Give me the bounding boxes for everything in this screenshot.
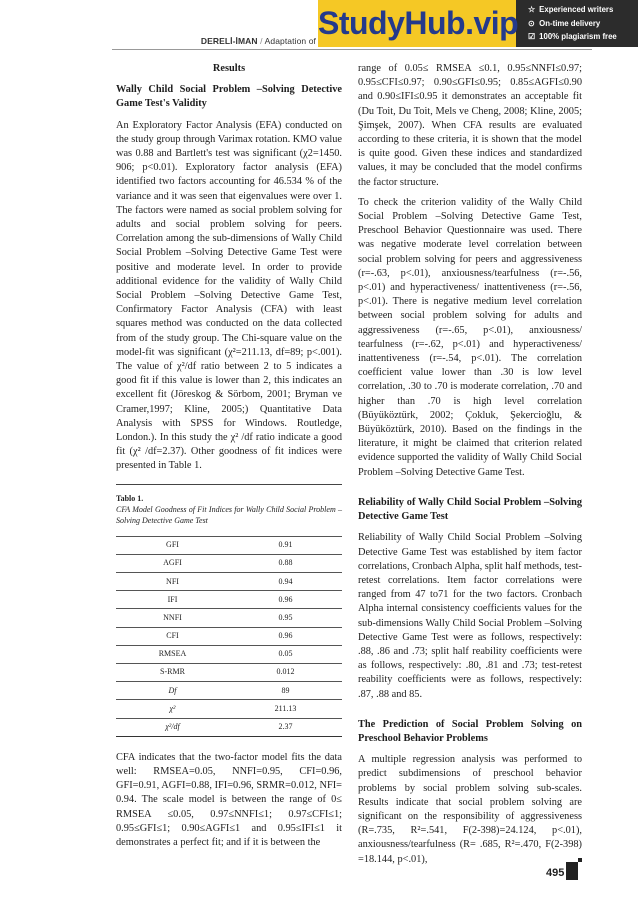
page-number: 495 xyxy=(546,867,565,879)
fit-index-value: 0.88 xyxy=(229,554,342,572)
fit-index-value: 0.91 xyxy=(229,536,342,554)
running-head-title: Adaptation of xyxy=(264,36,316,46)
fit-index-value: 0.012 xyxy=(229,664,342,682)
table-row xyxy=(116,554,342,572)
banner-features xyxy=(528,3,638,44)
subsection-title-validity: Wally Child Social Problem –Solving Detective Game Test's Validity xyxy=(116,84,342,110)
table-row xyxy=(116,536,342,554)
table-row xyxy=(116,609,342,627)
table-row xyxy=(116,591,342,609)
fit-indices-table xyxy=(116,536,342,737)
fit-index-value: 89 xyxy=(229,682,342,700)
fit-index-name: Df xyxy=(116,682,229,700)
table-row xyxy=(116,718,342,736)
fit-index-name: IFI xyxy=(116,591,229,609)
fit-index-value: 0.94 xyxy=(229,573,342,591)
fit-index-name: χ²/df xyxy=(116,718,229,736)
banner-feature-label: Experienced writers xyxy=(539,5,614,14)
fit-index-value: 0.96 xyxy=(229,627,342,645)
heading-reliability: Reliability of Wally Child Social Problem –Solving Detective Game Test xyxy=(358,496,582,523)
criterion-validity-paragraph: To check the criterion validity of the Wally Child Social Problem –Solving Detective Game Test, Preschool Behavior Questionnaire was used. There was negative moderate level correlation between social problem solving for peers and aggressiveness (r=-.63, p<.01), anxiousness/tearfulness (r=-.56, p<.01) and hyperactiveness/ inattentiveness (r=-.56, p<.01). There is negative medium level correlation between social problem solving for adults and aggressiveness (r=-.65, p<.01), anxiousness/ tearfulness (r=-.62, p<.01) and hyperactiveness/ inattentiveness (r=-.54, p<.01). The correlation coefficient value lower than .30 is low level correlation, .30 to .70 is moderate correlation, .70 and higher than .70 is high level correlation (Büyüköztürk, 2002; Çokluk, Şekercioğlu, & Büyüköztürk, 2010). Based on the findings in the literature, it might be claimed that criterion related evidence supported the validity of Wally Child Social Problem –Solving Detective Game Test. xyxy=(358,196,582,478)
fit-index-value: 2.37 xyxy=(229,718,342,736)
table-row xyxy=(116,627,342,645)
heading-prediction: The Prediction of Social Problem Solving on Preschool Behavior Problems xyxy=(358,718,582,744)
table-row xyxy=(116,573,342,591)
banner-feature xyxy=(528,3,638,17)
regression-paragraph: A multiple regression analysis was performed to predict subdimensions of preschool behavior problems by social problem solving sub-scales. Results indicate that social problem solving are significant on the responsibility of aggressiveness (R=.735, R²=.541, F(2-398)=24.124, p<.01), anxiousness/tearfulness (R= .685, R²=.470, F(2-398) =18.144, p<.01), xyxy=(358,754,582,865)
running-head-author: DERELİ-İMAN xyxy=(200,36,258,46)
left-column xyxy=(116,62,342,856)
fit-index-name: GFI xyxy=(116,536,229,554)
fit-index-name: NNFI xyxy=(116,609,229,627)
banner-feature-label: On-time delivery xyxy=(539,18,601,28)
table-row xyxy=(116,682,342,700)
table-1 xyxy=(116,484,342,751)
ad-banner[interactable] xyxy=(318,0,638,47)
table-row xyxy=(116,664,342,682)
page-corner-dot xyxy=(578,858,582,862)
studyhub-logo[interactable]: StudyHub.vip xyxy=(318,0,516,47)
fit-index-name: RMSEA xyxy=(116,645,229,663)
cfa-paragraph: CFA indicates that the two-factor model fits the data well: RMSEA=0.05, NNFI=0.95, CFI=0.96, GFI=0.91, AGFI=0.88, IFI=0.96, SRMR=0.012, NFI= 0.94. The scale model is between the range of 0≤ RMSEA ≤0.05, 0.97≤NNFI≤1; 0.97≤CFI≤1; 0.95≤GFI≤1; 0.90≤AGFI≤1 and 0.95≤IFI≤1 it demonstrates a perfect fit; and if it is between the xyxy=(116,751,342,848)
fit-index-name: S-RMR xyxy=(116,664,229,682)
header-rule xyxy=(112,49,592,50)
clock-icon: ⊙ xyxy=(528,18,535,28)
fit-index-value: 211.13 xyxy=(229,700,342,718)
section-title-results: Results xyxy=(212,63,246,74)
right-column xyxy=(358,62,582,873)
banner-feature-label: 100% plagiarism free xyxy=(539,32,617,41)
fit-index-name: χ² xyxy=(116,700,229,718)
page-corner-mark xyxy=(566,862,578,880)
running-head xyxy=(201,36,316,46)
fit-index-name: NFI xyxy=(116,573,229,591)
fit-index-value: 0.05 xyxy=(229,645,342,663)
checkbox-icon: ☑ xyxy=(528,32,536,41)
star-icon: ☆ xyxy=(528,5,536,14)
banner-feature xyxy=(528,30,638,44)
validity-paragraph: An Exploratory Factor Analysis (EFA) conducted on the study group through Varimax rotation. KMO value was 0.88 and Bartlett's test was significant (χ2=1450. 906; p<0.01). Exploratory factor analysis (EFA) identified two factors accounting for 46.534 % of the variance and it was seen that eigenvalues were over 1. The factors were named as social problem solving for adults and social problem solving for peers. Correlation among the sub-dimensions of Wally Child Social Problem –Solving Detective Game Test were positive and moderate level. In order to provide additional evidence for the validity of Wally Child Social Problem –Solving Detective Game Test, Confirmatory Factor Analysis (CFA) with least squares method was conducted on the data collected from of the study group. The Chi-square value on the model-fit was significant (χ²=211.13, df=89; p<.001). The value of χ²/df ratio between 2 to 5 indicates a good fit if this value is lower than 2, this indicates an excellent fit (Jöreskog & Sörbom, 2001; Bryman ve Cramer,1997; Kline, 2005;) Quantitative Data Analysis with SPSS for Windows. Routledge, London.). In this study the χ² /df ratio indicate a good fit (χ² /df=2.37). Other goodness of fit indices were presented in Table 1. xyxy=(116,119,342,472)
reliability-paragraph: Reliability of Wally Child Social Problem –Solving Detective Game Test was established by item factor correlations, Cronbach Alpha, split half methods, test-retest correlations. Item factor correlations were ranged from 47 to71 for the two factors. Cronbach Alpha internal consistency coefficients values for the sub-dimensions Wally Child Social Problem –Solving Detective Game Test were as follows, respectively: .88, .86 and .73; split half reability coefficients were as follows, respectively: .80, .81 and .73; test-retest reability coefficients were as follows, respectively: .87, .88 and 85. xyxy=(358,532,582,700)
banner-feature xyxy=(528,17,638,31)
fit-index-name: CFI xyxy=(116,627,229,645)
table-label: Tablo 1. xyxy=(116,493,144,503)
running-head-separator: / xyxy=(257,36,265,46)
fit-index-value: 0.95 xyxy=(229,609,342,627)
fit-index-value: 0.96 xyxy=(229,591,342,609)
fit-range-paragraph: range of 0.05≤ RMSEA ≤0.1, 0.95≤NNFI≤0.97; 0.95≤CFI≤0.97; 0.90≤GFI≤0.95; 0.85≤AGFI≤0.90 and 0.90≤IFI≤0.95 it demonstrates an acceptable fit (Du Toit, Du Toit, Mels ve Cheng, 2008; Kline, 2005; Şimşek, 2007). When CFA results are evaluated according to these criteria, it is shown that the model is quite good. Given these indices and standardized values, it may be concluded that the model confirms the factor structure. xyxy=(358,63,582,188)
table-row xyxy=(116,700,342,718)
table-row xyxy=(116,645,342,663)
table-caption: CFA Model Goodness of Fit Indices for Wally Child Social Problem –Solving Detective Game Test xyxy=(116,504,342,525)
fit-index-name: AGFI xyxy=(116,554,229,572)
